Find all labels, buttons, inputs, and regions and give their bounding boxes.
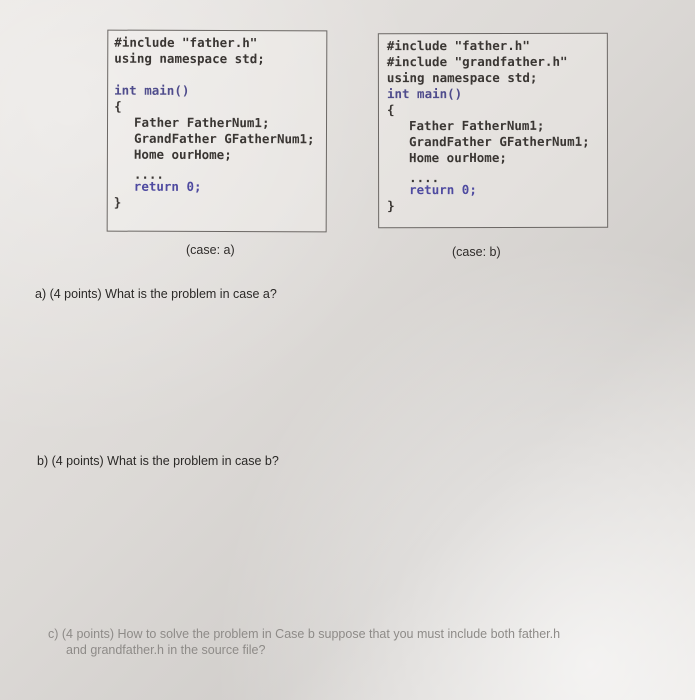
code-line: Home ourHome; [409, 149, 507, 166]
code-line: return 0; [133, 178, 202, 194]
case-a-caption: (case: a) [186, 243, 235, 257]
code-line: int main() [114, 82, 190, 98]
code-line: using namespace std; [386, 69, 538, 86]
code-box-case-a [107, 30, 328, 233]
code-line: .... [409, 170, 440, 186]
code-line: } [387, 198, 395, 214]
question-b: b) (4 points) What is the problem in case b? [37, 454, 279, 468]
question-c-line-2: and grandfather.h in the source file? [66, 643, 266, 657]
code-line: #include "grandfather.h" [386, 53, 568, 70]
code-line: GrandFather GFatherNum1; [133, 130, 315, 147]
code-line: #include "father.h" [386, 37, 530, 54]
code-line: Father FatherNum1; [134, 114, 270, 131]
code-line: { [386, 102, 395, 118]
code-line: #include "father.h" [114, 34, 258, 51]
code-line: using namespace std; [114, 50, 265, 67]
case-b-caption: (case: b) [452, 245, 501, 259]
code-line: { [114, 98, 122, 114]
code-box-case-b [378, 33, 608, 228]
code-line: Home ourHome; [133, 146, 232, 163]
code-line: } [113, 194, 122, 210]
code-line: GrandFather GFatherNum1; [409, 133, 590, 150]
question-a: a) (4 points) What is the problem in case a? [35, 287, 277, 301]
code-line: Father FatherNum1; [408, 117, 545, 134]
code-line: .... [133, 166, 164, 182]
code-line: int main() [386, 86, 463, 102]
code-line: return 0; [409, 182, 477, 198]
question-c-line-1: c) (4 points) How to solve the problem in Case b suppose that you must include both father.h [48, 627, 561, 641]
